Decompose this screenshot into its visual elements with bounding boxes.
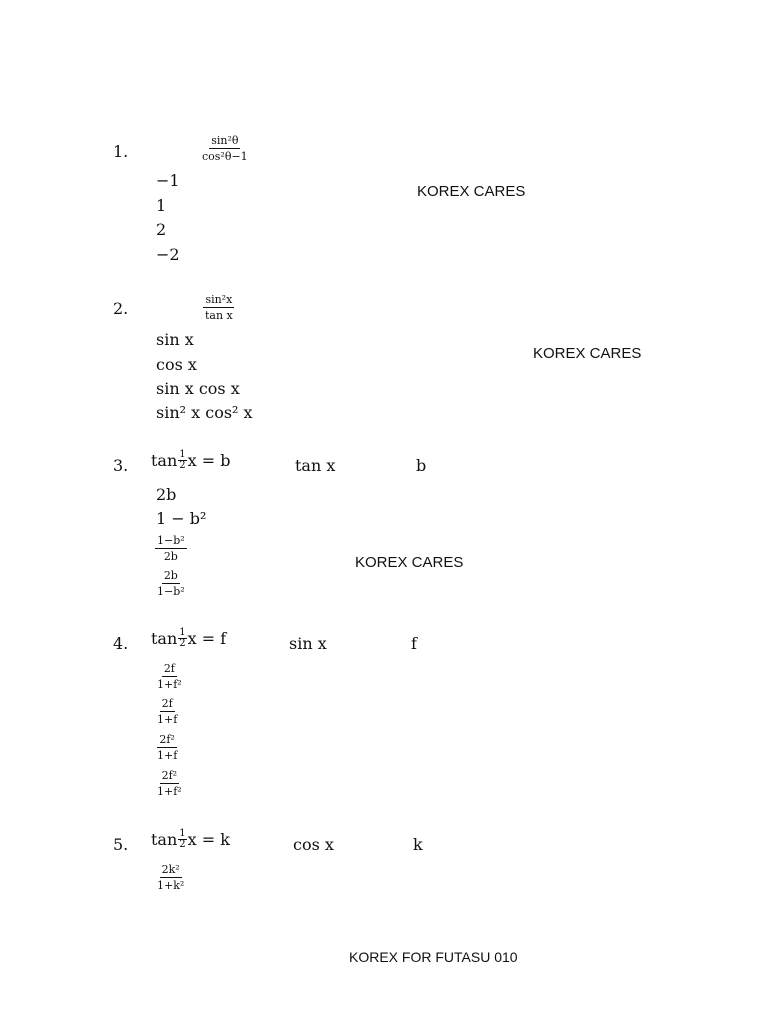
stem-function: tan <box>151 451 178 470</box>
denominator: 1+f² <box>157 785 182 798</box>
stem-target: cos x <box>293 835 334 854</box>
stem-variable: k <box>413 835 423 854</box>
question-number: 1. <box>113 142 129 161</box>
denominator: 2b <box>163 550 178 563</box>
denominator: 1+f <box>157 749 178 762</box>
numerator: sin²θ <box>211 134 239 147</box>
question-stem <box>151 829 230 850</box>
stem-target: tan x <box>295 456 336 475</box>
option-a[interactable] <box>155 863 186 892</box>
option-b[interactable]: 1 <box>156 196 167 215</box>
option-b[interactable]: 1 − b² <box>156 509 207 528</box>
option-a[interactable]: sin x <box>156 330 194 349</box>
question-number: 3. <box>113 456 129 475</box>
denominator: cos²θ−1 <box>202 150 248 163</box>
half-denominator: 2 <box>179 460 186 471</box>
numerator: 2f <box>163 662 175 675</box>
question-expression <box>203 293 235 322</box>
option-c[interactable] <box>155 534 187 563</box>
watermark-text: KOREX CARES <box>533 345 642 362</box>
numerator: 2f² <box>159 733 175 746</box>
question-stem <box>151 450 231 471</box>
question-stem <box>151 628 226 649</box>
stem-variable: b <box>416 456 427 475</box>
option-b[interactable] <box>155 697 179 726</box>
stem-rest: x = b <box>187 451 231 470</box>
stem-target: sin x <box>289 634 327 653</box>
denominator: 1+f <box>157 713 178 726</box>
stem-variable: f <box>411 634 417 653</box>
numerator: 2f <box>161 697 173 710</box>
stem-rest: x = k <box>187 830 230 849</box>
stem-function: tan <box>151 830 178 849</box>
option-c[interactable] <box>155 733 179 762</box>
half-denominator: 2 <box>179 839 186 850</box>
watermark-text: KOREX CARES <box>417 183 526 200</box>
denominator: 1+f² <box>157 678 182 691</box>
question-number: 4. <box>113 634 129 653</box>
denominator: 1−b² <box>157 585 185 598</box>
half-fraction <box>178 829 186 850</box>
denominator: 1+k² <box>157 879 185 892</box>
question-expression <box>200 134 250 163</box>
question-number: 5. <box>113 835 129 854</box>
watermark-text: KOREX CARES <box>355 554 464 571</box>
half-numerator: 1 <box>179 627 186 638</box>
option-a[interactable]: −1 <box>156 171 180 190</box>
half-fraction <box>178 450 186 471</box>
option-d[interactable] <box>155 569 187 598</box>
denominator: tan x <box>205 309 233 322</box>
option-d[interactable]: −2 <box>156 245 180 264</box>
option-a[interactable] <box>155 662 184 691</box>
footer-text: KOREX FOR FUTASU 010 <box>349 949 518 965</box>
option-d[interactable]: sin² x cos² x <box>156 403 253 422</box>
half-numerator: 1 <box>179 449 186 460</box>
question-number: 2. <box>113 299 129 318</box>
numerator: 2b <box>163 569 178 582</box>
half-numerator: 1 <box>179 828 186 839</box>
half-denominator: 2 <box>179 638 186 649</box>
option-d[interactable] <box>155 769 184 798</box>
stem-rest: x = f <box>187 629 227 648</box>
numerator: sin²x <box>205 293 233 306</box>
option-c[interactable]: 2 <box>156 220 167 239</box>
numerator: 1−b² <box>157 534 185 547</box>
numerator: 2k² <box>161 863 180 876</box>
stem-function: tan <box>151 629 178 648</box>
half-fraction <box>178 628 186 649</box>
numerator: 2f² <box>161 769 178 782</box>
option-a[interactable]: 2b <box>156 485 177 504</box>
option-c[interactable]: sin x cos x <box>156 379 240 398</box>
option-b[interactable]: cos x <box>156 355 197 374</box>
